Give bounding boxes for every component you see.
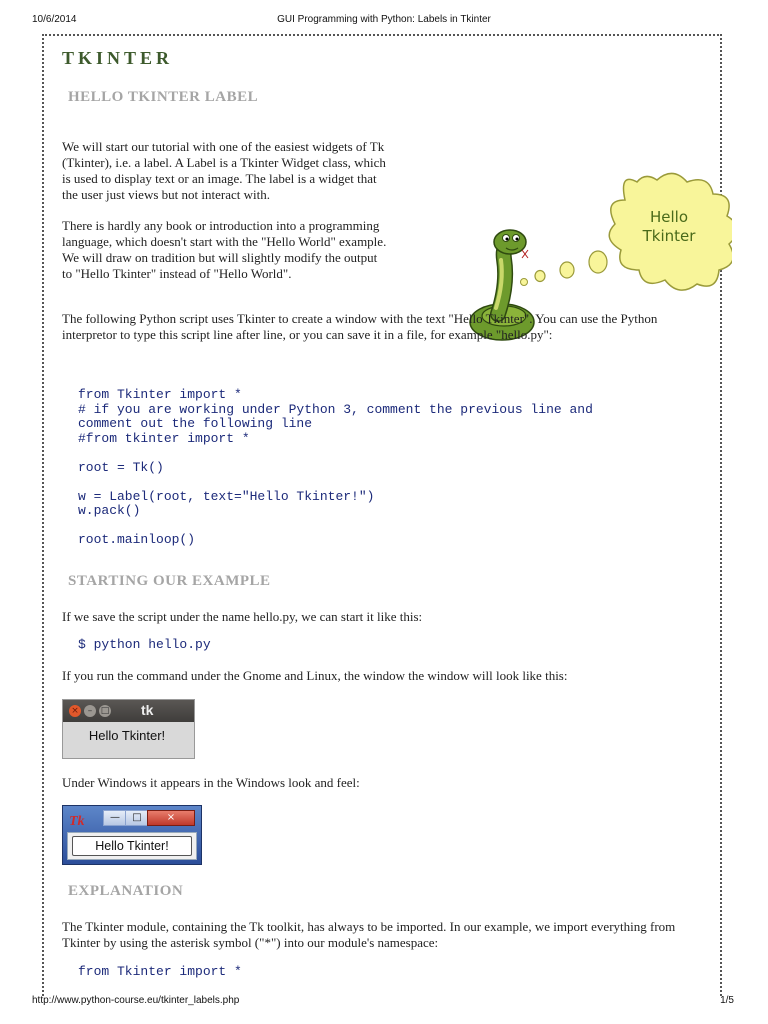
section-heading-starting-our-example: STARTING OUR EXAMPLE [68,573,271,589]
window-minimize-icon: – [84,705,96,717]
section-heading-hello-tkinter-label: HELLO TKINTER LABEL [68,89,259,105]
bubble-text-tkinter: Tkinter [642,227,696,245]
gnome-title-bar [63,700,194,722]
intro-paragraph: We will start our tutorial with one of the easiest widgets of Tk (Tkinter), i.e. a label. A Label is a Tkinter Widget class, which is used to display text or an image. The label is a widget that the user just views but not interact with. [62,139,386,202]
windows-minimize-icon: — [103,810,127,826]
print-footer [0,995,768,1011]
windows-close-icon: × [147,810,195,826]
window-close-icon: × [69,705,81,717]
window-maximize-icon: □ [100,706,110,716]
import-code-line: from Tkinter import * [78,964,242,979]
bubble-text-hello: Hello [649,208,689,226]
hello-script-code-block: from Tkinter import * # if you are working under Python 3, comment the previous line and comment out the following line #from tkinter import * root = Tk() w = Label(root, text="Hello Tkinter!") w.pack() root.mainloop() [78,387,593,547]
windows-tk-window-screenshot [62,805,202,865]
save-script-paragraph: If we save the script under the name hello.py, we can start it like this: [62,609,423,624]
windows-client-area [67,832,197,860]
print-page-number: 1/5 [720,995,734,1006]
gnome-tk-window-screenshot [62,699,195,759]
print-url: http://www.python-course.eu/tkinter_labels.php [32,995,240,1006]
gnome-linux-paragraph: If you run the command under the Gnome and Linux, the window the window will look like this: [62,668,568,683]
page-title: TKINTER [62,48,174,68]
print-header [0,14,768,30]
script-description-paragraph: The following Python script uses Tkinter to create a window with the text "Hello Tkinter". You can use the Python interpretor to type this script line after line, or you can save it in a file, for example "hello.py": [62,311,658,342]
windows-look-paragraph: Under Windows it appears in the Windows look and feel: [62,775,360,790]
hello-world-paragraph: There is hardly any book or introduction into a programming language, which doesn't start with the "Hello World" example. We will draw on tradition but will slightly modify the output to "Hello Tkinter" instead of "Hello World". [62,218,387,281]
gnome-hello-label: Hello Tkinter! [88,728,166,743]
run-command-code: $ python hello.py [78,637,211,652]
print-date: 10/6/2014 [32,14,77,25]
gnome-window-title: tk [141,702,154,718]
tk-logo-icon: Tk [69,814,85,829]
explanation-paragraph: The Tkinter module, containing the Tk toolkit, has always to be imported. In our example, we import everything from Tkinter by using the asterisk symbol ("*") into our module's namespace: [62,919,676,950]
windows-hello-label: Hello Tkinter! [72,836,192,856]
section-heading-explanation: EXPLANATION [68,883,184,899]
print-doc-title: GUI Programming with Python: Labels in Tkinter [277,14,491,25]
windows-maximize-icon: □ [125,810,149,826]
